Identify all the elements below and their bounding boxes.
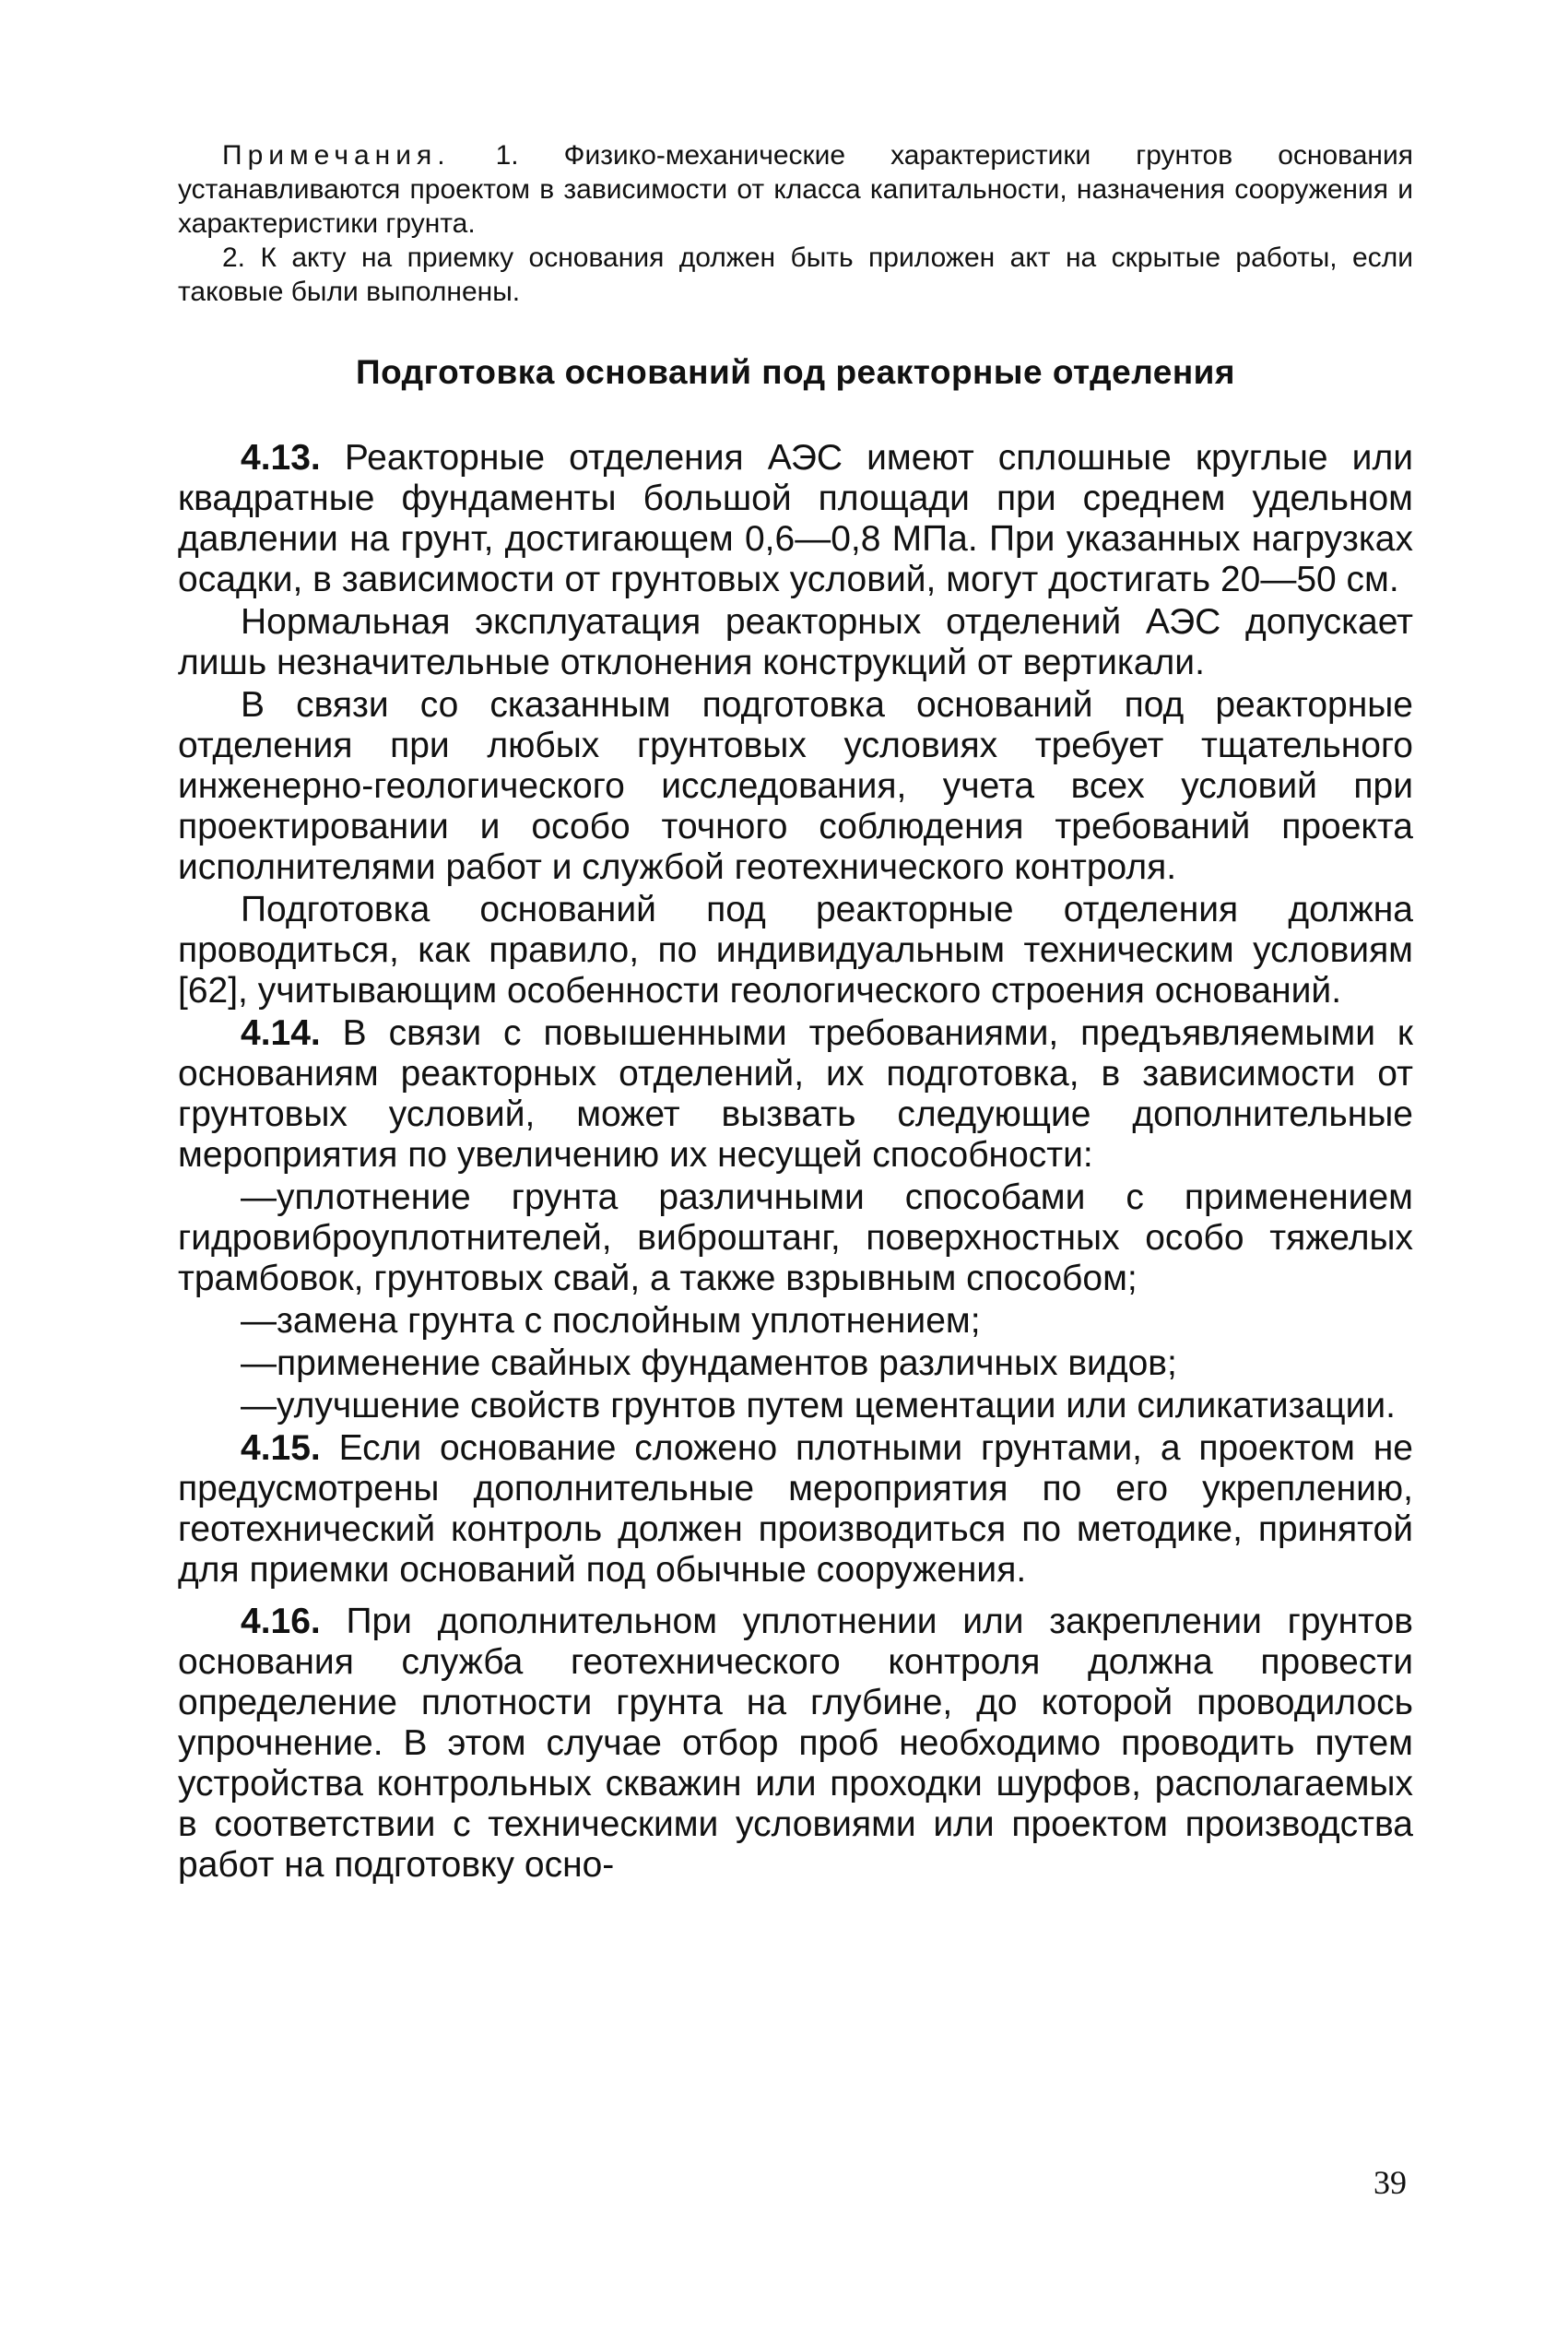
list-item: —замена грунта с послойным уплотнением; — [241, 1301, 981, 1341]
page-number: 39 — [1373, 2164, 1407, 2201]
paragraph-number: 4.16. — [241, 1602, 321, 1641]
paragraph-number: 4.13. — [241, 438, 321, 478]
notes-block — [178, 138, 1413, 309]
paragraph-4-13 — [178, 438, 1413, 600]
section-heading: Подготовка оснований под реакторные отделения — [355, 353, 1236, 391]
paragraph-number: 4.15. — [241, 1428, 321, 1468]
paragraph-text: Реакторные отделения АЭС имеют сплошные круглые или квадратные фундаменты большой площади при среднем удельном давлении на грунт, достигающем 0,6—0,8 МПа. При указанных нагрузках осадки, в зависимости от грунтовых условий, могут достигать 20—50 см. — [178, 438, 1413, 599]
paragraph-connection: В связи со сказанным подготовка оснований под реакторные отделения при любых грунтовых условиях требует тщательного инженерно-геологического исследования, учета всех условий при проектировании и особо точного соблюдения требований проекта исполнителями работ и службой геотехнического контроля. — [178, 685, 1413, 887]
paragraph-text: В связи с повышенными требованиями, предъявляемыми к основаниям реакторных отделений, их подготовка, в зависимости от грунтовых условий, может вызвать следующие дополнительные мероприятия по увеличению их несущей способности: — [178, 1013, 1413, 1175]
note-1-text: Физико-механические характеристики грунтов основания устанавливаются проектом в зависимости от класса капитальности, назначения сооружения и характеристики грунта. — [178, 140, 1413, 239]
paragraph-preparation: Подготовка оснований под реакторные отделения должна проводиться, как правило, по индивидуальным техническим условиям [62], учитывающим особенности геологического строения оснований. — [178, 890, 1413, 1011]
list-item: —уплотнение грунта различными способами с применением гидровиброуплотнителей, виброштанг, поверхностных особо тяжелых трамбовок, грунтовых свай, а также взрывным способом; — [178, 1177, 1413, 1298]
paragraph-4-14 — [178, 1013, 1413, 1176]
body-text — [178, 438, 1413, 1886]
paragraph-text: При дополнительном уплотнении или закреплении грунтов основания служба геотехнического контроля должна провести определение плотности грунта на глубине, до которой проводилось упрочнение. В этом случае отбор проб необходимо проводить путем устройства контрольных скважин или проходки шурфов, располагаемых в соответствии с техническими условиями или проектом производства работ на подготовку осно- — [178, 1602, 1413, 1885]
list-item: —применение свайных фундаментов различных видов; — [241, 1343, 1177, 1383]
paragraph-4-16 — [178, 1602, 1413, 1886]
note-1-number: 1. — [495, 140, 519, 171]
paragraph-number: 4.14. — [241, 1013, 321, 1053]
paragraph-text: Если основание сложено плотными грунтами, а проектом не предусмотрены дополнительные мероприятия по его укреплению, геотехнический контроль должен производиться по методике, принятой для приемки оснований под обычные сооружения. — [178, 1428, 1413, 1590]
notes-label: Примечания. — [222, 140, 451, 171]
paragraph-4-15 — [178, 1428, 1413, 1591]
note-2: 2. К акту на приемку основания должен быть приложен акт на скрытые работы, если таковые были выполнены. — [178, 242, 1413, 307]
document-page — [178, 138, 1413, 1887]
note-1 — [178, 138, 1413, 241]
paragraph-normal-operation: Нормальная эксплуатация реакторных отделений АЭС допускает лишь незначительные отклонения конструкций от вертикали. — [178, 602, 1413, 682]
list-item: —улучшение свойств грунтов путем цементации или силикатизации. — [241, 1386, 1396, 1425]
